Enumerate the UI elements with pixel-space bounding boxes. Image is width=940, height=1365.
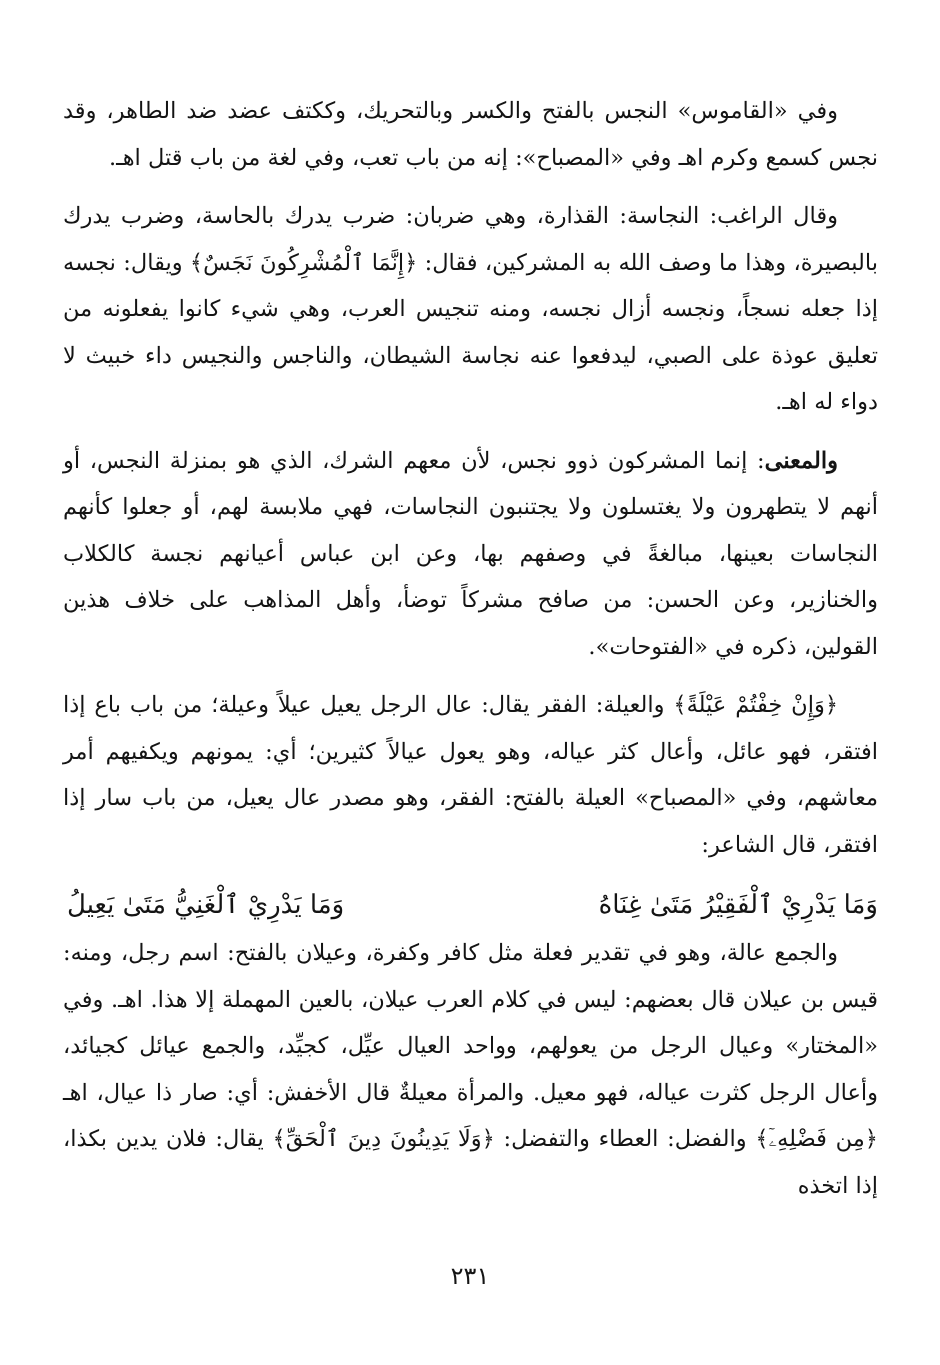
paragraph-meaning bbox=[63, 438, 878, 671]
page-number: ٢٣١ bbox=[450, 1262, 490, 1290]
paragraph-plural bbox=[63, 930, 878, 1209]
paragraph-text: وقال الراغب: النجاسة: القذارة، وهي ضربان: ضرب يدرك بالحاسة، وضرب يدرك بالبصيرة، وهذا ما وصف الله به المشركين، فقال: ﴿إِنَّمَا ٱلْمُشْرِكُونَ نَجَسٌ﴾ ويقال: نجسه إذا جعله نسجاً، ونجسه أزال نجسه، ومنه تنجيس العرب، وهي شيء كانوا يفعلونه من تعليق عوذة على الصبي، ليدفعوا عنه نجاسة الشيطان، والناجس والنجيس داء خبيث لا دواء له اهـ. bbox=[63, 203, 878, 415]
paragraph-text: ﴿وَإِنْ خِفْتُمْ عَيْلَةً﴾ والعيلة: الفقر يقال: عال الرجل يعيل عيلاً وعيلة؛ من باب باع إذا افتقر، فهو عائل، وأعال كثر عياله، وهو يعول عيالاً كثيرين؛ أي: يمونهم ويكفيهم أمر معاشهم، وفي «المصباح» العيلة بالفتح: الفقر، وهو مصدر عال يعيل، من باب سار إذا افتقر، قال الشاعر: bbox=[63, 692, 878, 858]
paragraph-qamus bbox=[63, 88, 878, 181]
paragraph-text: والجمع عالة، وهو في تقدير فعلة مثل كافر وكفرة، وعيلان بالفتح: اسم رجل، ومنه: قيس بن عيلان قال بعضهم: ليس في كلام العرب عيلان، بالعين المهملة إلا هذا. اهـ. وفي «المختار» وعيال الرجل من يعولهم، وواحد العيال عيِّل، كجيِّد، والجمع عيائل كجيائد، وأعال الرجل كثرت عياله، فهو معيل. والمرأة معيلةٌ قال الأخفش: أي: صار ذا عيال، اهـ ﴿مِن فَضْلِهِۦٓ﴾ والفضل: العطاء والتفضل: ﴿وَلَا يَدِينُونَ دِينَ ٱلْحَقِّ﴾ يقال: فلان يدين بكذا، إذا اتخذه bbox=[63, 940, 878, 1199]
paragraph-text: وفي «القاموس» النجس بالفتح والكسر وبالتحريك، وككتف عضد ضد الطاهر، وقد نجس كسمع وكرم اهـ وفي «المصباح»: إنه من باب تعب، وفي لغة من باب قتل اهـ. bbox=[63, 98, 878, 171]
verse-second-hemistich: وَمَا يَدْرِيْ ٱلْغَنِيُّ مَتَىٰ يَعِيلُ bbox=[67, 890, 345, 920]
verse-first-hemistich: وَمَا يَدْرِيْ ٱلْفَقِيْرُ مَتَىٰ غِنَاهُ bbox=[598, 890, 878, 920]
paragraph-text: : إنما المشركون ذوو نجس، لأن معهم الشرك، الذي هو بمنزلة النجس، أو أنهم لا يتطهرون ولا يغتسلون ولا يجتنبون النجاسات، فهي ملابسة لهم، أو جعلوا كأنهم النجاسات بعينها، مبالغةً في وصفهم بها، وعن ابن عباس أعيانهم نجسة كالكلاب والخنازير، وعن الحسن: من صافح مشركاً توضأ، وأهل المذاهب على خلاف هذين القولين، ذكره في «الفتوحات». bbox=[63, 447, 878, 660]
page-body bbox=[63, 88, 878, 1221]
poem-verse bbox=[63, 880, 878, 930]
paragraph-lead-word: والمعنى bbox=[764, 447, 838, 474]
paragraph-ayla bbox=[63, 682, 878, 868]
paragraph-raghib bbox=[63, 193, 878, 426]
